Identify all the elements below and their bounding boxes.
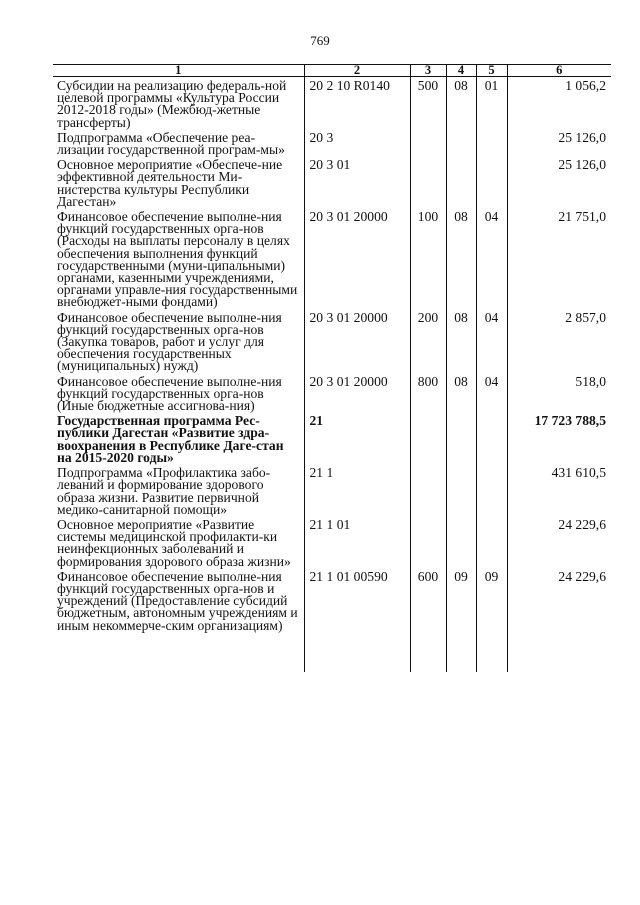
row-col4-cell bbox=[446, 412, 476, 464]
row-col5-cell: 01 bbox=[476, 77, 507, 129]
row-name-cell: Подпрограмма «Обеспечение реа-лизации государственной програм-мы» bbox=[57, 129, 285, 158]
row-col5-cell: 04 bbox=[476, 309, 507, 373]
row-code-cell: 20 3 01 20000 bbox=[304, 373, 410, 413]
row-col4-cell: 08 bbox=[446, 309, 476, 373]
row-amount-cell: 25 126,0 bbox=[507, 156, 611, 208]
row-name-cell: Основное мероприятие «Обеспече-ние эффективной деятельности Ми-нистерства культуры Республики Дагестан» bbox=[57, 157, 283, 209]
row-amount-cell: 24 229,6 bbox=[507, 568, 611, 632]
row-code-cell: 21 1 01 00590 bbox=[304, 568, 410, 632]
table-header-row bbox=[53, 65, 611, 77]
row-amount-cell: 431 610,5 bbox=[507, 464, 611, 516]
table-row bbox=[53, 156, 611, 208]
header-col-3: 3 bbox=[410, 65, 446, 77]
table-row bbox=[53, 568, 611, 632]
row-col3-cell: 200 bbox=[410, 309, 446, 373]
table-body bbox=[53, 77, 611, 672]
row-name-cell: Основное мероприятие «Развитие системы медицинской профилакти-ки неинфекционных заболеваний и формирования здорового образа жизни» bbox=[57, 516, 291, 569]
row-col5-cell: 09 bbox=[476, 568, 507, 632]
row-col4-cell bbox=[446, 516, 476, 568]
row-col3-cell bbox=[410, 129, 446, 156]
row-code-cell: 20 3 01 bbox=[304, 156, 410, 208]
row-name-cell: Государственная программа Рес-публики Дагестан «Развитие здра-воохранения в Республике Даге-стан на 2015-2020 годы» bbox=[57, 413, 284, 465]
row-code-cell: 21 1 bbox=[304, 464, 410, 516]
header-col-1: 1 bbox=[53, 65, 304, 77]
table-filler-row bbox=[53, 632, 611, 672]
row-col4-cell bbox=[446, 464, 476, 516]
row-name-cell: Финансовое обеспечение выполне-ния функций государственных орга-нов и учреждений (Предоставление субсидий бюджетным, автономным учреждениям и иным некоммерче-ским организациям) bbox=[57, 568, 298, 633]
header-col-5: 5 bbox=[476, 65, 507, 77]
row-name-cell: Финансовое обеспечение выполне-ния функций государственных орга-нов (Закупка товаров, работ и услуг для обеспечения государственных (муниципальных) нужд) bbox=[57, 309, 282, 374]
row-col4-cell bbox=[446, 129, 476, 156]
row-col3-cell: 800 bbox=[410, 373, 446, 413]
row-col5-cell bbox=[476, 129, 507, 156]
header-col-6: 6 bbox=[507, 65, 611, 77]
row-col4-cell: 08 bbox=[446, 208, 476, 309]
row-amount-cell: 24 229,6 bbox=[507, 516, 611, 568]
row-code-cell: 20 3 01 20000 bbox=[304, 309, 410, 373]
filler-cell bbox=[507, 632, 611, 672]
filler-cell bbox=[53, 632, 304, 672]
row-col3-cell bbox=[410, 412, 446, 464]
row-code-cell: 20 3 bbox=[304, 129, 410, 156]
row-code-cell: 21 1 01 bbox=[304, 516, 410, 568]
filler-cell bbox=[476, 632, 507, 672]
row-amount-cell: 25 126,0 bbox=[507, 129, 611, 156]
filler-cell bbox=[304, 632, 410, 672]
table-row bbox=[53, 77, 611, 129]
row-col5-cell: 04 bbox=[476, 208, 507, 309]
row-col3-cell: 600 bbox=[410, 568, 446, 632]
table-row bbox=[53, 412, 611, 464]
table-row bbox=[53, 129, 611, 156]
row-code-cell: 20 3 01 20000 bbox=[304, 208, 410, 309]
row-name-cell: Финансовое обеспечение выполне-ния функций государственных орга-нов (Иные бюджетные ассигнова-ния) bbox=[57, 373, 282, 414]
row-col3-cell bbox=[410, 464, 446, 516]
row-code-cell: 21 bbox=[304, 412, 410, 464]
row-col3-cell: 100 bbox=[410, 208, 446, 309]
row-col4-cell: 08 bbox=[446, 77, 476, 129]
row-col4-cell: 08 bbox=[446, 373, 476, 413]
table-row bbox=[53, 373, 611, 413]
row-amount-cell: 2 857,0 bbox=[507, 309, 611, 373]
table-row bbox=[53, 208, 611, 309]
page-number: 769 bbox=[310, 33, 330, 48]
row-amount-cell: 518,0 bbox=[507, 373, 611, 413]
row-amount-cell: 17 723 788,5 bbox=[507, 412, 611, 464]
table-row bbox=[53, 464, 611, 516]
header-col-2: 2 bbox=[304, 65, 410, 77]
row-code-cell: 20 2 10 R0140 bbox=[304, 77, 410, 129]
row-name-cell: Финансовое обеспечение выполне-ния функций государственных орга-нов (Расходы на выплаты персоналу в целях обеспечения выполнения функций государственными (муни-ципальными) органами, казенными учреждениями, органами управле-ния государственными внебюджет-ными фондами) bbox=[57, 209, 298, 310]
table-row bbox=[53, 309, 611, 373]
table-row bbox=[53, 516, 611, 568]
row-col5-cell bbox=[476, 156, 507, 208]
row-amount-cell: 21 751,0 bbox=[507, 208, 611, 309]
header-col-4: 4 bbox=[446, 65, 476, 77]
row-col3-cell bbox=[410, 156, 446, 208]
row-col5-cell bbox=[476, 516, 507, 568]
row-col5-cell bbox=[476, 464, 507, 516]
row-col4-cell bbox=[446, 156, 476, 208]
row-col3-cell bbox=[410, 516, 446, 568]
row-amount-cell: 1 056,2 bbox=[507, 77, 611, 129]
row-name-cell: Субсидии на реализацию федераль-ной целевой программы «Культура России 2012-2018 годы» (Межбюд-жетные трансферты) bbox=[57, 78, 287, 130]
budget-table bbox=[53, 64, 611, 672]
filler-cell bbox=[446, 632, 476, 672]
row-col3-cell: 500 bbox=[410, 77, 446, 129]
row-col5-cell bbox=[476, 412, 507, 464]
row-name-cell: Подпрограмма «Профилактика забо-леваний и формирование здорового образа жизни. Развитие первичной медико-санитарной помощи» bbox=[57, 465, 271, 517]
row-col5-cell: 04 bbox=[476, 373, 507, 413]
filler-cell bbox=[410, 632, 446, 672]
row-col4-cell: 09 bbox=[446, 568, 476, 632]
